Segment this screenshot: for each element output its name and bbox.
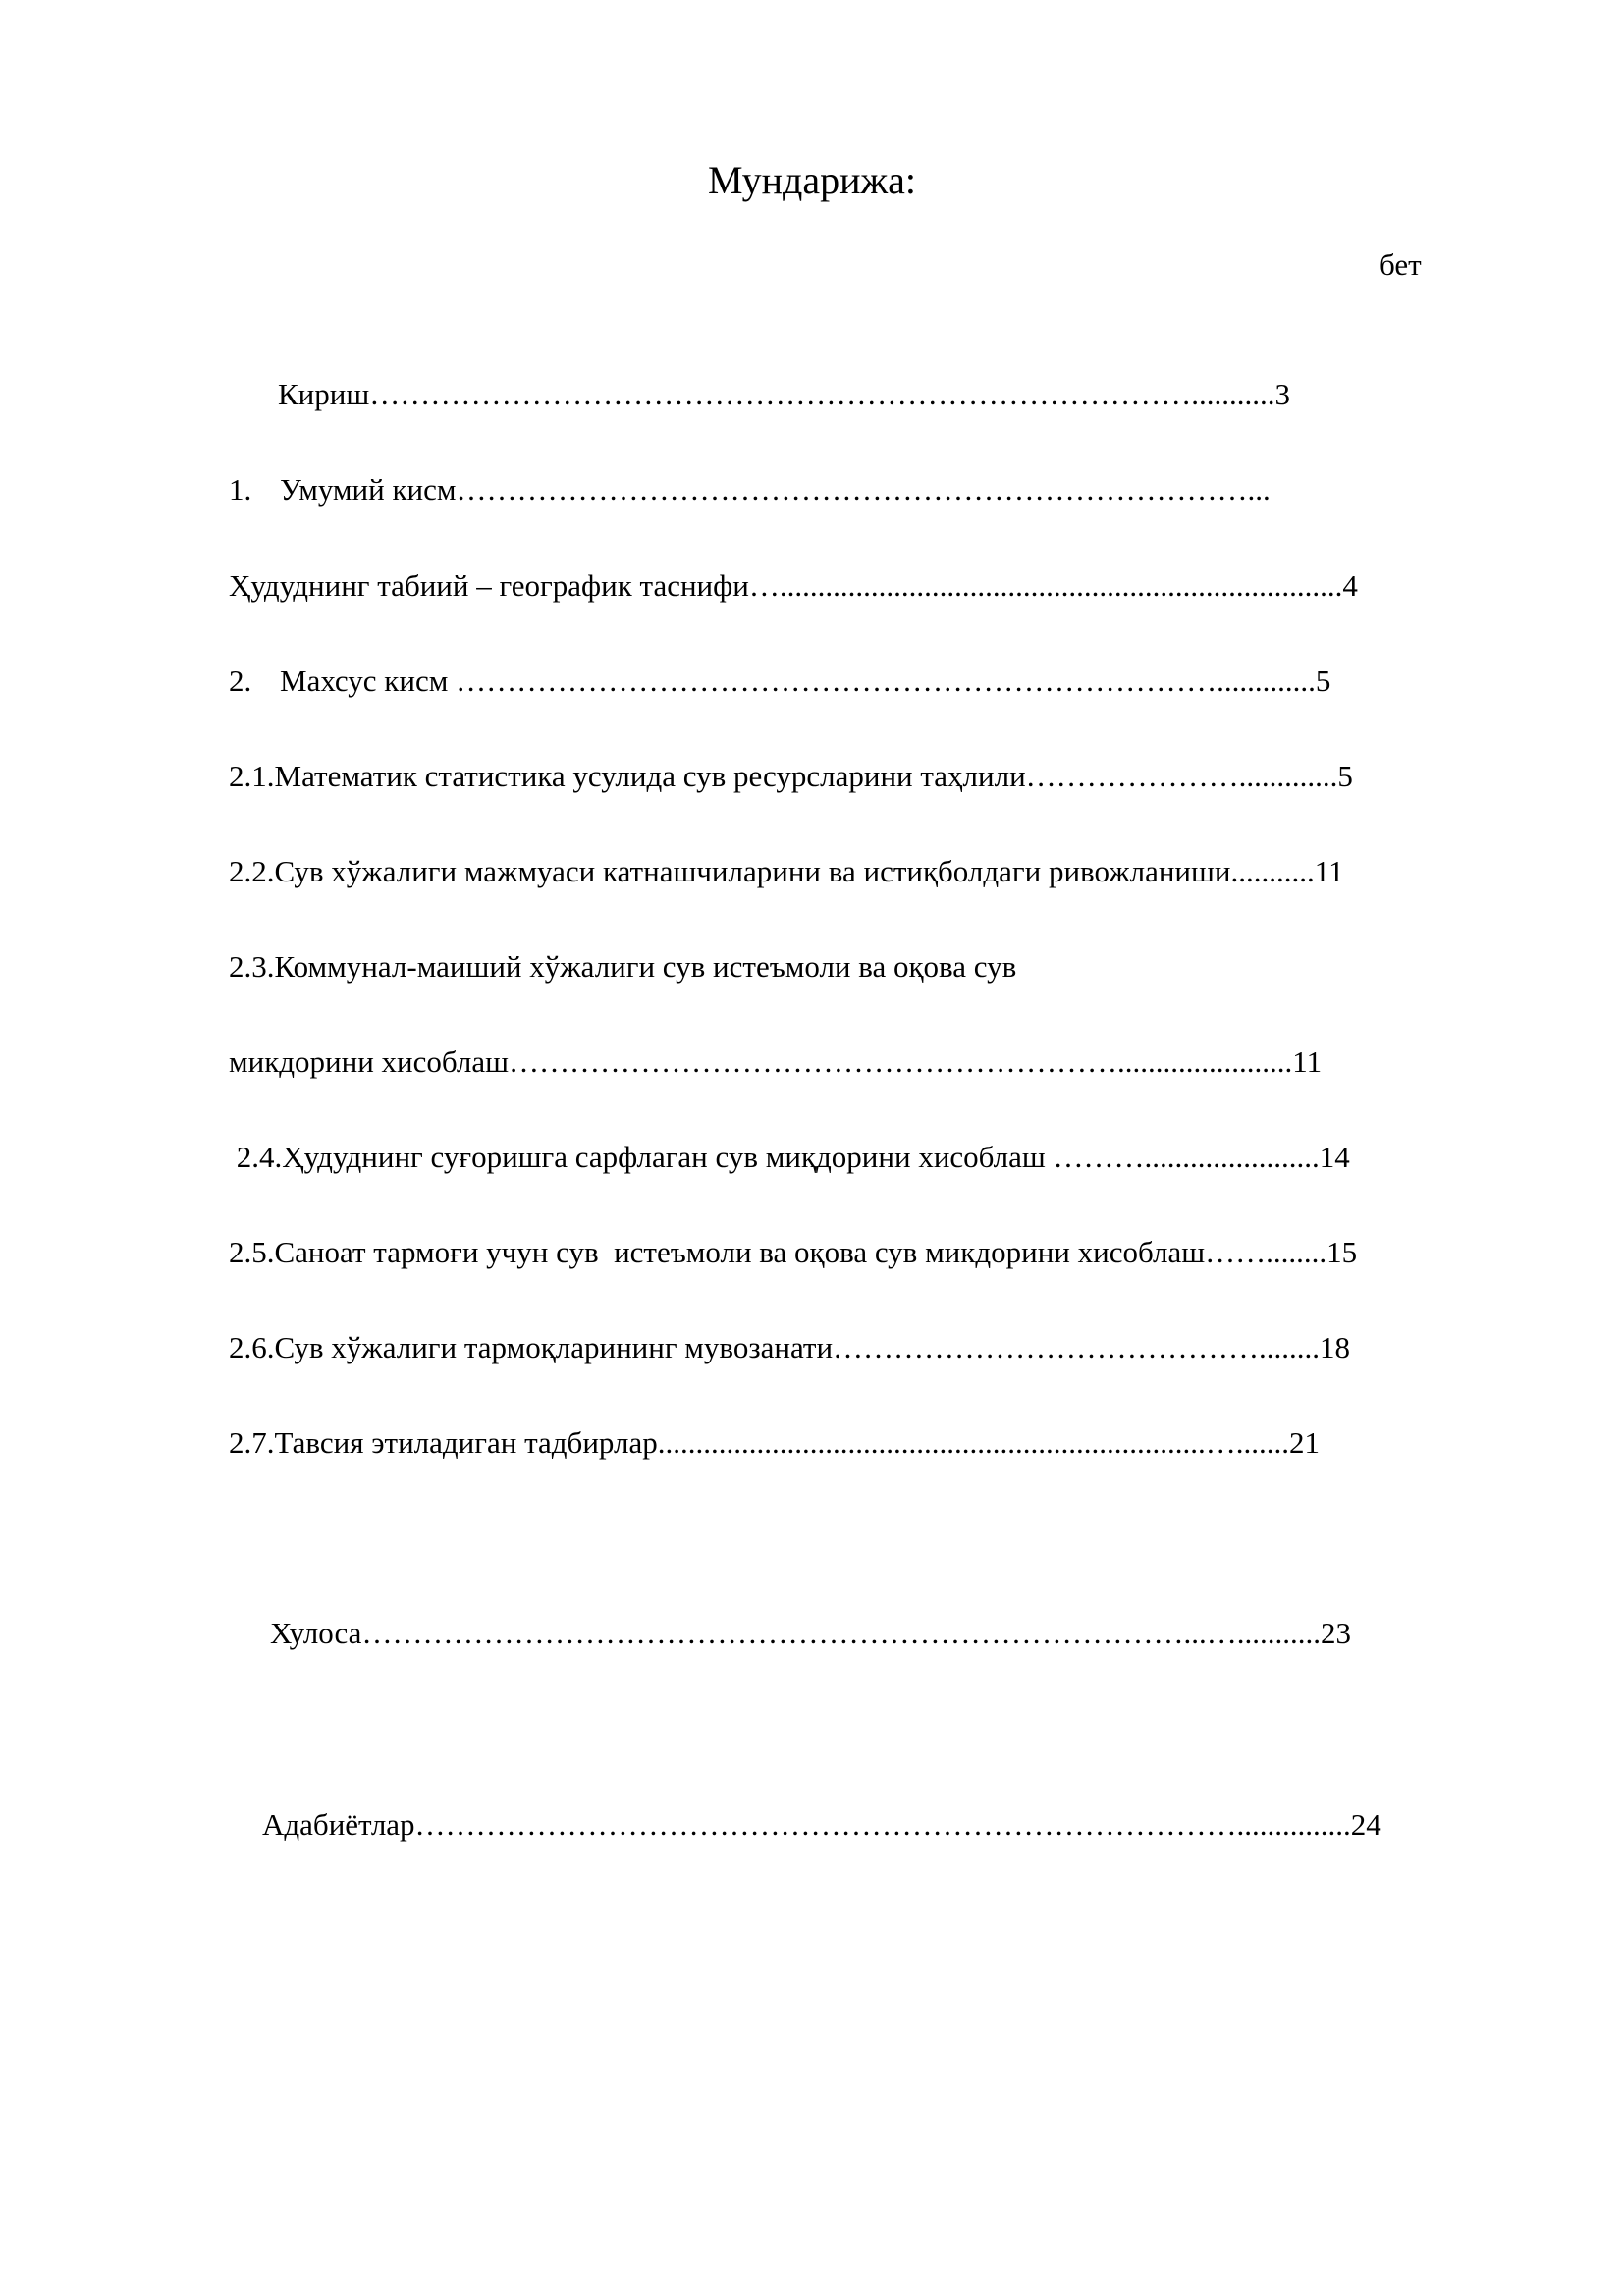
toc-entry-text: Хулоса………………………………………………………………………...…...........23 <box>270 1616 1351 1650</box>
toc-entry-text: Адабиётлар………………………………………………………………………...............24 <box>262 1807 1381 1842</box>
toc-entry-text: 2.7.Тавсия этиладиган тадбирлар........................................................................….......21 <box>229 1425 1320 1460</box>
page-title: Мундарижа: <box>708 158 916 202</box>
toc-entry-text: 2.4.Ҳудуднинг суғоришга сарфлаган сув миқдорини хисоблаш ……….......................14 <box>229 1140 1350 1174</box>
toc-entry-2-6 <box>198 1295 1350 1401</box>
toc-entry-introduction <box>247 342 1290 448</box>
toc-entry-special-part <box>198 628 1330 734</box>
toc-entry-text: 2.6.Сув хўжалиги тармоқларининг мувозанати……………………………………........18 <box>229 1330 1351 1364</box>
toc-entry-text: Ҳудуднинг табиий – географик таснифи…..........................................................................4 <box>229 568 1358 603</box>
toc-entry-general-part <box>198 437 1271 543</box>
toc-entry-2-7 <box>198 1390 1320 1496</box>
toc-entry-text: микдорини хисоблаш…………………………………………………….......................11 <box>229 1044 1323 1079</box>
toc-entry-2-2 <box>198 819 1344 925</box>
toc-entry-number: 2. <box>229 664 252 698</box>
toc-entry-number: 1. <box>229 472 252 507</box>
toc-entry-text: 2.5.Саноат тармоғи учун сув истеъмоли ва оқова сув микдорини хисоблаш……........15 <box>229 1235 1358 1269</box>
toc-entry-2-5 <box>198 1200 1357 1306</box>
toc-entry-text: Махсус кисм ………………………………………………………………….............5 <box>280 664 1331 698</box>
toc-entry-2-3 <box>198 914 1016 1020</box>
toc-entry-text: Умумий кисм……………………………………………………………………... <box>280 472 1271 507</box>
toc-entry-text: 2.2.Сув хўжалиги мажмуаси катнашчиларини ва истиқболдаги ривожланиши...........11 <box>229 854 1344 888</box>
toc-entry-2-3-continued <box>198 1009 1322 1115</box>
toc-entry-2-4 <box>198 1104 1350 1210</box>
toc-entry-text: Кириш………………………………………………………………………...........3 <box>278 377 1290 411</box>
toc-entry-geography <box>198 533 1358 639</box>
toc-entry-text: 2.3.Коммунал-маиший хўжалиги сув истеъмоли ва оқова сув <box>229 949 1017 984</box>
toc-entry-text: 2.1.Математик статистика усулида сув ресурсларини таҳлили………………….............5 <box>229 759 1353 793</box>
toc-entry-conclusion <box>240 1580 1351 1686</box>
toc-entry-2-1 <box>198 723 1353 829</box>
toc-entry-references <box>232 1772 1381 1878</box>
page-column-label: бет <box>1380 247 1422 282</box>
